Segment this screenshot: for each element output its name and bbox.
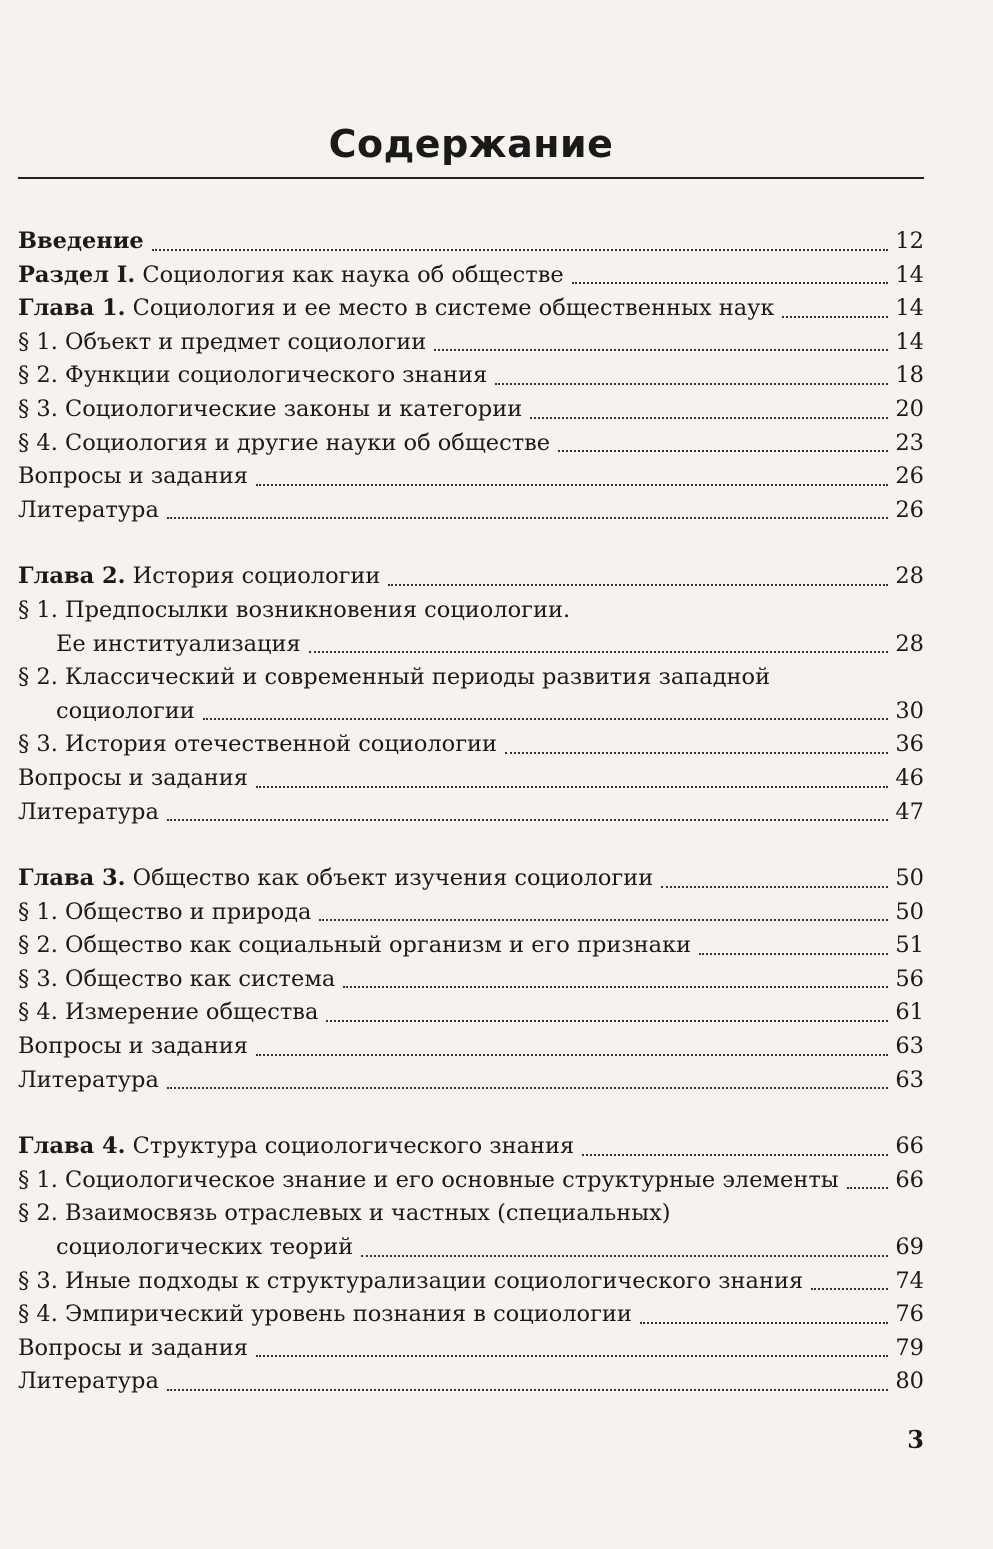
leader-dots: [256, 786, 888, 788]
entry-title: Общество как объект изучения социологии: [125, 865, 654, 892]
toc-entry: [18, 963, 924, 997]
page-number: 3: [907, 1425, 924, 1454]
entry-title: § 3. Социологические законы и категории: [18, 395, 523, 422]
entry-page: 66: [895, 1133, 924, 1160]
leader-dots: [782, 316, 888, 318]
leader-dots: [847, 1187, 888, 1189]
toc-entry: [18, 225, 924, 259]
title-rule: [18, 177, 924, 179]
entry-page: 26: [895, 496, 924, 523]
entry-title: § 2. Общество как социальный организм и его признаки: [18, 932, 692, 959]
toc-entry: [18, 762, 924, 796]
entry-page: 14: [895, 328, 924, 355]
toc-entry: [18, 560, 924, 594]
toc-page: [18, 0, 924, 1549]
entry-page: 30: [895, 697, 924, 724]
leader-dots: [361, 1255, 888, 1257]
entry-prefix: Раздел I.: [18, 261, 136, 288]
leader-dots: [167, 819, 888, 821]
toc-entry: [18, 996, 924, 1030]
entry-title: Вопросы и задания: [18, 764, 248, 791]
entry-title: Вопросы и задания: [18, 1334, 248, 1361]
leader-dots: [699, 953, 888, 955]
toc-entry: [18, 326, 924, 360]
entry-page: 14: [895, 295, 924, 322]
entry-title: § 2. Классический и современный периоды развития западной: [18, 664, 771, 691]
leader-dots: [167, 1087, 888, 1089]
toc-entry: [18, 929, 924, 963]
entry-title: Структура социологического знания: [125, 1133, 575, 1160]
leader-dots: [640, 1322, 888, 1324]
entry-title: § 1. Социологическое знание и его основные структурные элементы: [18, 1166, 839, 1193]
entry-title: Литература: [18, 1066, 159, 1093]
toc-entry: [18, 728, 924, 762]
entry-title: § 4. Социология и другие науки об обществе: [18, 429, 551, 456]
entry-page: 20: [895, 395, 924, 422]
entry-title: § 1. Общество и природа: [18, 898, 312, 925]
entry-title: § 2. Взаимосвязь отраслевых и частных (специальных): [18, 1200, 671, 1227]
entry-title: социологических теорий: [56, 1234, 354, 1261]
entry-title: Литература: [18, 1368, 159, 1395]
entry-title: История социологии: [125, 563, 381, 590]
entry-prefix: Глава 2.: [18, 563, 126, 590]
leader-dots: [572, 282, 888, 284]
leader-dots: [203, 718, 888, 720]
leader-dots: [256, 1054, 888, 1056]
leader-dots: [530, 417, 888, 419]
toc-entry: [18, 1130, 924, 1164]
entry-page: 36: [895, 731, 924, 758]
toc-entry: [18, 292, 924, 326]
entry-page: 26: [895, 463, 924, 490]
entry-prefix: Глава 1.: [18, 295, 126, 322]
entry-page: 14: [895, 261, 924, 288]
entry-title: § 1. Предпосылки возникновения социологии.: [18, 596, 571, 623]
leader-dots: [434, 349, 888, 351]
entry-page: 80: [895, 1368, 924, 1395]
entry-title: социологии: [56, 697, 195, 724]
toc-entry: [18, 1332, 924, 1366]
toc-entry: [18, 628, 924, 662]
entry-title: § 3. Иные подходы к структурализации социологического знания: [18, 1267, 804, 1294]
leader-dots: [256, 1355, 888, 1357]
entry-prefix: Введение: [18, 228, 144, 254]
entry-page: 79: [895, 1334, 924, 1361]
entry-title: Социология как наука об обществе: [135, 261, 564, 288]
leader-dots: [256, 484, 888, 486]
entry-page: 46: [895, 764, 924, 791]
toc-entry: [18, 1265, 924, 1299]
entry-page: 28: [895, 563, 924, 590]
leader-dots: [319, 919, 888, 921]
entry-page: 63: [895, 1066, 924, 1093]
leader-dots: [495, 383, 888, 385]
leader-dots: [558, 450, 888, 452]
toc-entry: [18, 460, 924, 494]
entry-page: 56: [895, 965, 924, 992]
entry-page: 47: [895, 798, 924, 825]
entry-page: 23: [895, 429, 924, 456]
page-title: Содержание: [328, 122, 614, 166]
leader-dots: [309, 651, 888, 653]
entry-page: 63: [895, 1033, 924, 1060]
entry-page: 51: [895, 932, 924, 959]
toc-entry: [18, 1197, 924, 1231]
toc-entry: [18, 896, 924, 930]
toc-entry: [18, 661, 924, 695]
entry-page: 69: [895, 1234, 924, 1261]
toc-entry: [18, 359, 924, 393]
leader-dots: [152, 249, 888, 251]
leader-dots: [167, 1389, 888, 1391]
leader-dots: [582, 1154, 888, 1156]
toc-entry: [18, 1298, 924, 1332]
leader-dots: [811, 1288, 888, 1290]
entry-page: 61: [895, 999, 924, 1026]
toc-entry: [18, 796, 924, 830]
entry-title: § 4. Измерение общества: [18, 999, 319, 1026]
entry-title: § 2. Функции социологического знания: [18, 362, 488, 389]
entry-page: 66: [895, 1166, 924, 1193]
entry-title: Литература: [18, 496, 159, 523]
entry-page: 18: [895, 362, 924, 389]
toc-list: [18, 225, 924, 1399]
entry-title: Социология и ее место в системе общественных наук: [125, 295, 775, 322]
toc-entry: [18, 494, 924, 528]
entry-title: § 1. Объект и предмет социологии: [18, 328, 427, 355]
leader-dots: [661, 886, 888, 888]
entry-page: 28: [895, 630, 924, 657]
entry-title: § 3. История отечественной социологии: [18, 731, 497, 758]
entry-title: Вопросы и задания: [18, 1033, 248, 1060]
leader-dots: [388, 584, 888, 586]
toc-entry: [18, 259, 924, 293]
entry-page: 12: [895, 228, 924, 254]
entry-page: 74: [895, 1267, 924, 1294]
toc-entry: [18, 1231, 924, 1265]
toc-entry: [18, 393, 924, 427]
leader-dots: [326, 1020, 888, 1022]
toc-entry: [18, 594, 924, 628]
leader-dots: [505, 752, 888, 754]
toc-entry: [18, 1365, 924, 1399]
leader-dots: [343, 986, 888, 988]
toc-entry: [18, 1164, 924, 1198]
entry-title: Вопросы и задания: [18, 463, 248, 490]
toc-entry: [18, 862, 924, 896]
entry-title: § 4. Эмпирический уровень познания в социологии: [18, 1301, 632, 1328]
toc-entry: [18, 1064, 924, 1098]
leader-dots: [167, 517, 888, 519]
toc-entry: [18, 1030, 924, 1064]
entry-page: 76: [895, 1301, 924, 1328]
entry-prefix: Глава 4.: [18, 1133, 126, 1160]
entry-title: Ее институализация: [56, 630, 301, 657]
entry-title: Литература: [18, 798, 159, 825]
entry-page: 50: [895, 865, 924, 892]
entry-prefix: Глава 3.: [18, 865, 126, 892]
toc-entry: [18, 695, 924, 729]
entry-page: 50: [895, 898, 924, 925]
toc-entry: [18, 427, 924, 461]
entry-title: § 3. Общество как система: [18, 965, 336, 992]
